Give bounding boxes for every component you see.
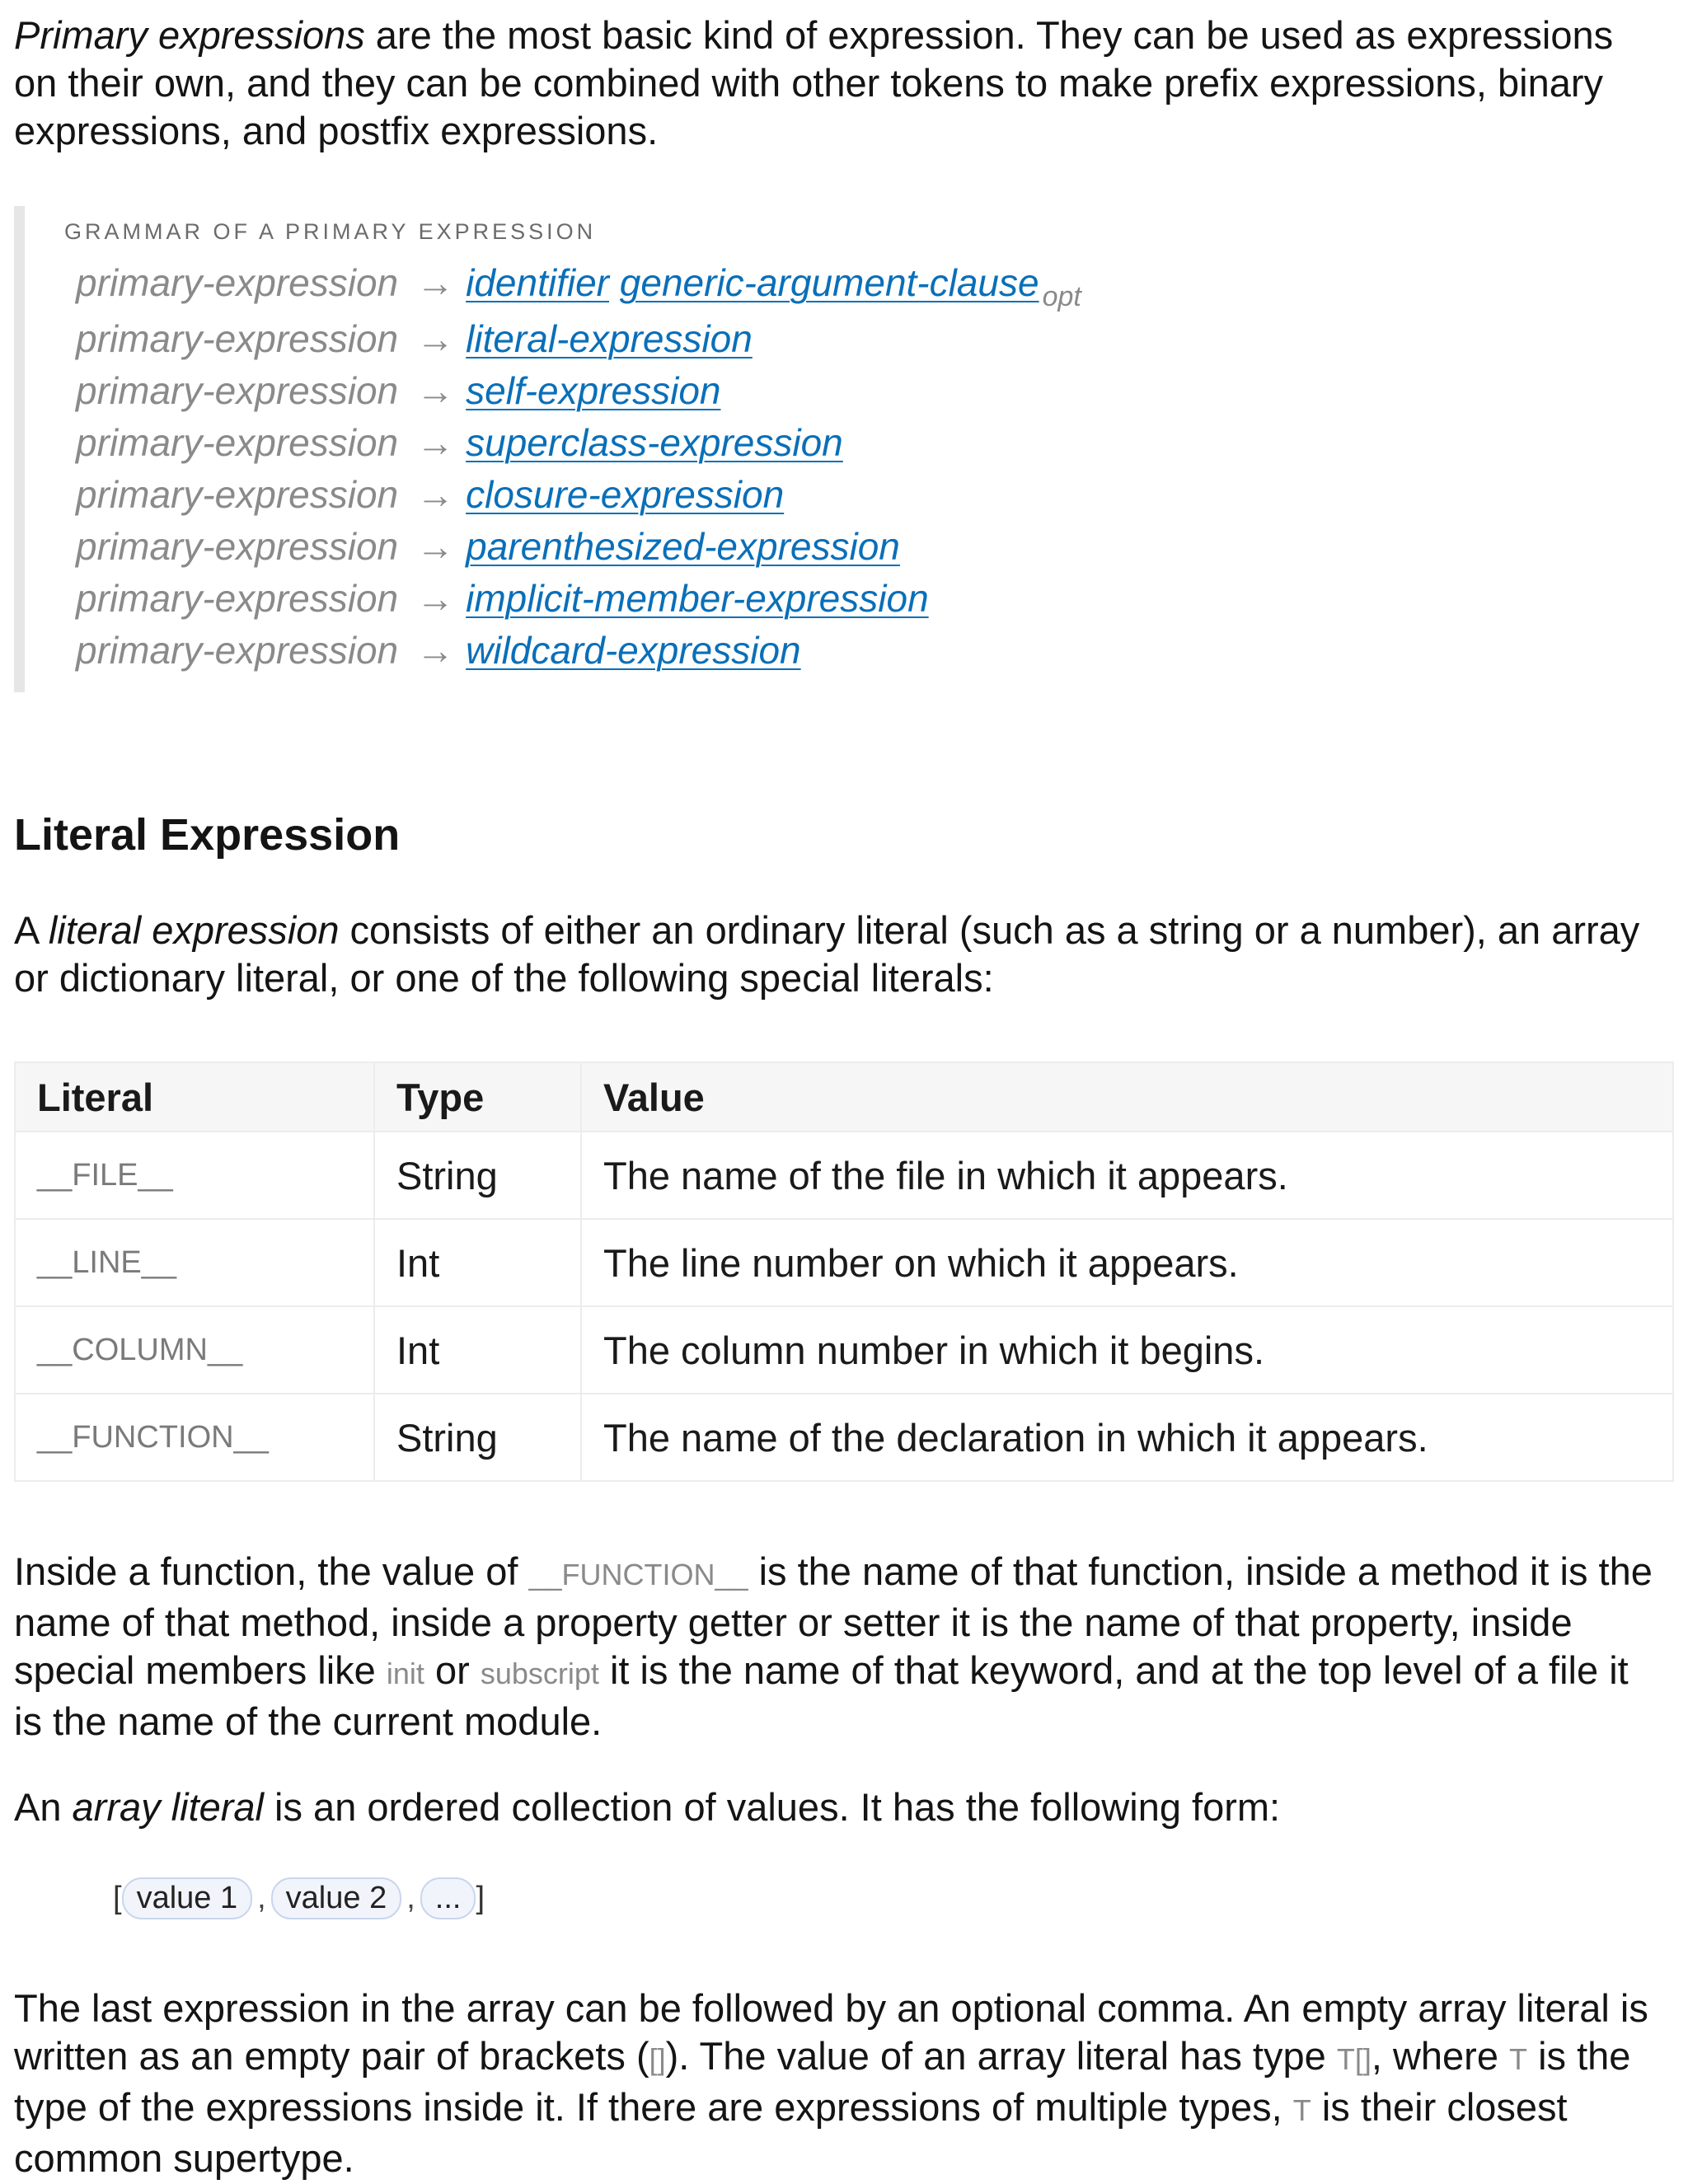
type-cell: String (374, 1132, 581, 1219)
grammar-rule (76, 524, 900, 574)
value-cell: The name of the file in which it appears. (581, 1132, 1673, 1219)
grammar-rule (76, 316, 753, 366)
form-token: ... (420, 1877, 476, 1919)
text-span: An (14, 1785, 73, 1829)
grammar-rule (76, 260, 1081, 310)
rule-lhs: primary-expression (76, 317, 399, 360)
column-header: Value (581, 1062, 1673, 1132)
intro-paragraph (14, 12, 1662, 155)
text-span: , where (1371, 2034, 1510, 2078)
rule-arrow: → (416, 577, 455, 620)
grammar-rule (76, 628, 801, 677)
rule-arrow: → (416, 369, 455, 412)
literal-intro-paragraph (14, 907, 1662, 1002)
form-token: value 2 (271, 1877, 402, 1919)
literal-cell: __FILE__ (15, 1132, 374, 1219)
type-cell: String (374, 1394, 581, 1481)
rule-lhs: primary-expression (76, 577, 399, 620)
close-bracket: ] (476, 1881, 485, 1915)
function-paragraph (14, 1548, 1667, 1746)
text-span: is an ordered collection of values. It has the following form: (264, 1785, 1281, 1829)
array-literal-form (113, 1877, 485, 1919)
literals-table (14, 1062, 1674, 1482)
rule-link-closure-expression[interactable]: closure-expression (466, 473, 785, 516)
rule-link-literal-expression[interactable]: literal-expression (466, 317, 753, 360)
grammar-rule (76, 420, 843, 470)
table-row (15, 1219, 1673, 1306)
grammar-rule (76, 368, 720, 418)
table-header-row (15, 1062, 1673, 1132)
code-empty-array: [] (649, 2042, 666, 2076)
code-type-t: T (1292, 2093, 1311, 2127)
rule-lhs: primary-expression (76, 261, 399, 304)
literal-cell: __FUNCTION__ (15, 1394, 374, 1481)
grammar-rule (76, 576, 929, 626)
open-bracket: [ (113, 1881, 122, 1915)
section-heading: Literal Expression (14, 810, 401, 860)
rule-arrow: → (416, 421, 455, 464)
grammar-title: GRAMMAR OF A PRIMARY EXPRESSION (64, 219, 597, 244)
code-function: __FUNCTION__ (528, 1558, 748, 1591)
rule-lhs: primary-expression (76, 369, 399, 412)
rule-link-parenthesized-expression[interactable]: parenthesized-expression (466, 525, 900, 568)
grammar-box (14, 206, 1261, 692)
rule-arrow: → (416, 317, 455, 360)
form-token: value 1 (122, 1877, 253, 1919)
value-cell: The line number on which it appears. (581, 1219, 1673, 1306)
text-span: is the type of the expressions inside it. If there are expressions of multiple types, (14, 2034, 1631, 2129)
code-subscript: subscript (480, 1657, 599, 1690)
array-literal-term: array literal (72, 1785, 264, 1829)
text-span: ). The value of an array literal has type (665, 2034, 1337, 2078)
rule-lhs: primary-expression (76, 473, 399, 516)
value-cell: The column number in which it begins. (581, 1306, 1673, 1394)
table-row (15, 1132, 1673, 1219)
text-span: consists of either an ordinary literal (such as a string or a number), an array or dictionary literal, or one of the following special literals: (14, 908, 1640, 1000)
text-span: is their closest common supertype. (14, 2085, 1568, 2180)
rule-link-identifier[interactable]: identifier (466, 261, 609, 304)
value-cell: The name of the declaration in which it appears. (581, 1394, 1673, 1481)
rule-link-superclass-expression[interactable]: superclass-expression (466, 421, 843, 464)
code-array-type: T[] (1336, 2042, 1372, 2076)
code-type-t: T (1509, 2042, 1528, 2076)
column-header: Literal (15, 1062, 374, 1132)
rule-arrow: → (416, 525, 455, 568)
rule-arrow: → (416, 629, 455, 672)
rule-arrow: → (416, 261, 455, 304)
grammar-rule (76, 472, 784, 522)
intro-term: Primary expressions (14, 13, 365, 57)
rule-opt: opt (1042, 281, 1081, 312)
array-type-paragraph (14, 1985, 1672, 2182)
literal-term: literal expression (48, 908, 340, 952)
text-span: Inside a function, the value of (14, 1549, 529, 1593)
rule-lhs: primary-expression (76, 525, 399, 568)
column-header: Type (374, 1062, 581, 1132)
rule-link-generic-argument-clause[interactable]: generic-argument-clause (619, 261, 1039, 304)
rule-link-wildcard-expression[interactable]: wildcard-expression (466, 629, 801, 672)
table-row (15, 1306, 1673, 1394)
text-span: or (424, 1648, 481, 1692)
intro-text: are the most basic kind of expression. They can be used as expressions on their own, and they can be combined with other tokens to make prefix expressions, binary expressions, and postfix expressions. (14, 13, 1614, 152)
text-span: is the name of that function, inside a method it is the name of that method, inside a property getter or setter it is the name of that property, inside special members like (14, 1549, 1653, 1692)
type-cell: Int (374, 1306, 581, 1394)
rule-lhs: primary-expression (76, 421, 399, 464)
text-span: The last expression in the array can be followed by an optional comma. An empty array literal is written as an empty pair of brackets ( (14, 1986, 1648, 2078)
literal-cell: __LINE__ (15, 1219, 374, 1306)
text-span: A (14, 908, 49, 952)
array-literal-paragraph (14, 1783, 1662, 1831)
type-cell: Int (374, 1219, 581, 1306)
literal-cell: __COLUMN__ (15, 1306, 374, 1394)
table-row (15, 1394, 1673, 1481)
rule-link-self-expression[interactable]: self-expression (466, 369, 721, 412)
code-init: init (386, 1657, 424, 1690)
rule-link-implicit-member-expression[interactable]: implicit-member-expression (466, 577, 929, 620)
text-span: it is the name of that keyword, and at the top level of a file it is the name of the current module. (14, 1648, 1629, 1743)
rule-arrow: → (416, 473, 455, 516)
rule-lhs: primary-expression (76, 629, 399, 672)
form-separator: , (257, 1881, 266, 1915)
form-separator: , (406, 1881, 415, 1915)
